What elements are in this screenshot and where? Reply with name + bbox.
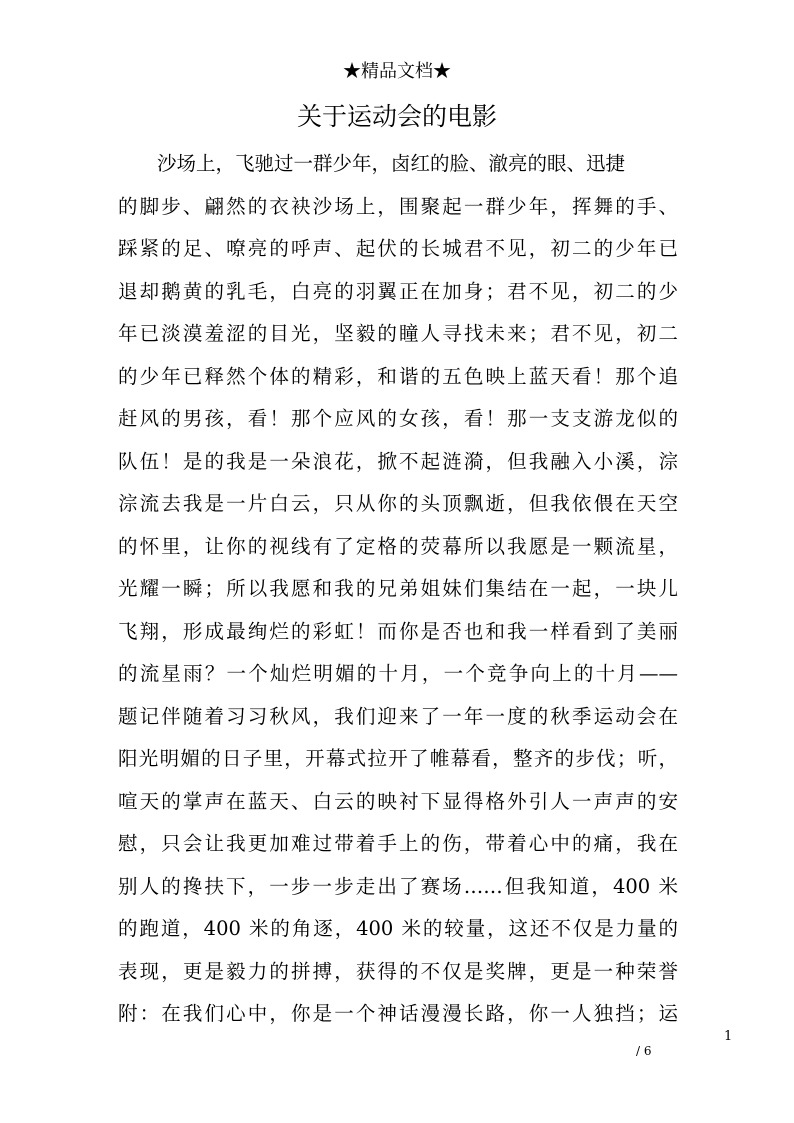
body-line: 阳光明媚的日子里，开幕式拉开了帷幕看，整齐的步伐；听， [118,747,678,770]
body-line: 踩紧的足、嘹亮的呼声、起伏的长城君不见，初二的少年已 [118,237,678,260]
body-line: 别人的搀扶下，一步一步走出了赛场……但我知道，400 米 [118,874,678,898]
page-number: 1 [724,1029,733,1044]
body-line: 队伍！是的我是一朵浪花，掀不起涟漪，但我融入小溪，淙 [118,449,678,473]
body-line: 喧天的掌声在蓝天、白云的映衬下显得格外引人一声声的安 [118,789,678,813]
body-line: 的怀里，让你的视线有了定格的荧幕所以我愿是一颗流星， [118,534,678,558]
body-line: 飞翔，形成最绚烂的彩虹！而你是否也和我一样看到了美丽 [118,619,678,643]
body-line: 退却鹅黄的乳毛，白亮的羽翼正在加身；君不见，初二的少 [118,279,678,303]
body-line: 年已淡漠羞涩的目光，坚毅的瞳人寻找未来；君不见，初二 [118,322,678,345]
body-line: 题记伴随着习习秋风，我们迎来了一年一度的秋季运动会在 [118,704,678,728]
document-title: 关于运动会的电影 [296,102,497,131]
body-line: 表现，更是毅力的拼搏，获得的不仅是奖牌，更是一种荣誉 [118,959,678,983]
body-line: 淙流去我是一片白云，只从你的头顶飘逝，但我依偎在天空 [118,492,678,515]
page-total: / 6 [636,1044,652,1058]
body-line: 沙场上，飞驰过一群少年，卤红的脸、澈亮的眼、迅捷 [157,152,626,175]
document-header: ★精品文档★ [343,61,451,82]
body-line: 附：在我们心中，你是一个神话漫漫长路，你一人独挡；运 [118,1002,678,1025]
body-line: 赶风的男孩，看！那个应风的女孩，看！那一支支游龙似的 [118,407,678,430]
body-line: 的脚步、翩然的衣袂沙场上，围聚起一群少年，挥舞的手、 [118,194,678,218]
body-line: 慰，只会让我更加难过带着手上的伤，带着心中的痛，我在 [118,832,678,855]
body-line: 光耀一瞬；所以我愿和我的兄弟姐妹们集结在一起，一块儿 [118,577,678,600]
body-line: 的流星雨？一个灿烂明媚的十月，一个竞争向上的十月—— [118,662,678,685]
body-line: 的跑道，400 米的角逐，400 米的较量，这还不仅是力量的 [118,917,678,940]
body-text [118,143,678,1036]
body-line: 的少年已释然个体的精彩，和谐的五色映上蓝天看！那个追 [118,364,678,388]
